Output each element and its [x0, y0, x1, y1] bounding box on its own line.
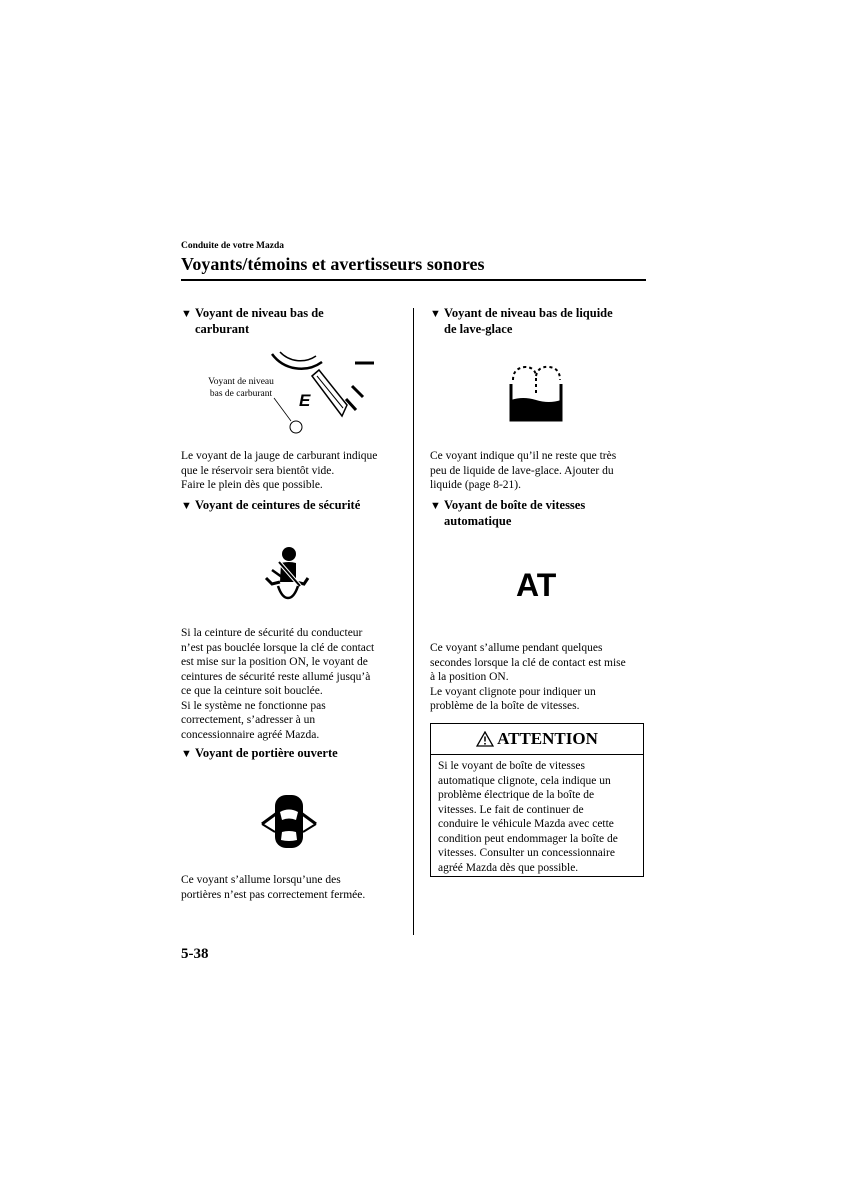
gauge-empty-letter: E	[299, 391, 311, 410]
fuel-callout-leader	[262, 396, 302, 426]
gauge-arc-inner	[280, 352, 316, 361]
washer-fluid-icon	[505, 362, 565, 424]
gauge-needle-centerline	[317, 376, 343, 408]
attention-header	[431, 724, 643, 755]
door-open-icon	[258, 792, 320, 850]
washer-warning-heading: ▼ Voyant de niveau bas de liquide de lave-glace	[430, 306, 613, 336]
title-rule	[181, 279, 646, 281]
washer-warning-text: Ce voyant indique qu’il ne reste que très peu de liquide de lave-glace. Ajouter du liquide (page 8-21).	[430, 450, 617, 491]
triangle-bullet-icon: ▼	[181, 500, 192, 512]
attention-text: Si le voyant de boîte de vitesses automatique clignote, cela indique un problème électrique de la boîte de vitesses. Le fait de continuer de conduire le véhicule Mazda avec cette condition peut endommager la boîte de vitesses. Consulter un concessionnaire agréé Mazda dès que possible.	[438, 760, 618, 874]
section-label: Conduite de votre Mazda	[181, 241, 284, 251]
triangle-bullet-icon: ▼	[181, 308, 192, 320]
transmission-warning-heading: ▼ Voyant de boîte de vitesses automatique	[430, 498, 586, 528]
seatbelt-icon	[262, 544, 312, 600]
seatbelt-warning-heading: ▼ Voyant de ceintures de sécurité	[181, 498, 361, 512]
page-number: 5-38	[181, 946, 209, 962]
column-divider	[413, 308, 414, 935]
door-warning-heading: ▼ Voyant de portière ouverte	[181, 746, 338, 760]
attention-title: ATTENTION	[497, 729, 598, 748]
page-title: Voyants/témoins et avertisseurs sonores	[181, 254, 485, 274]
warning-triangle-icon	[476, 731, 494, 747]
at-indicator-icon: AT	[516, 567, 557, 603]
triangle-bullet-icon: ▼	[430, 500, 441, 512]
seatbelt-warning-text: Si la ceinture de sécurité du conducteur n’est pas bouclée lorsque la clé de contact est mise sur la position ON, le voyant de ceintures de sécurité reste allumé jusqu’à ce que la ceinture soit bouclée. Si le système ne fonctionne pas correctement, s’adresser à un concessionnaire agréé Mazda.	[181, 627, 375, 741]
fuel-callout-label: Voyant de niveau bas de carburant	[208, 377, 274, 399]
fuel-warning-text: Le voyant de la jauge de carburant indique que le réservoir sera bientôt vide. Faire le plein dès que possible.	[181, 450, 378, 491]
fuel-warning-heading: ▼ Voyant de niveau bas de carburant	[181, 306, 324, 336]
triangle-bullet-icon: ▼	[181, 748, 192, 760]
triangle-bullet-icon: ▼	[430, 308, 441, 320]
gauge-tick-mid	[352, 386, 363, 397]
door-warning-text: Ce voyant s’allume lorsqu’une des portières n’est pas correctement fermée.	[181, 874, 366, 901]
attention-box	[430, 723, 644, 877]
transmission-warning-text: Ce voyant s’allume pendant quelques secondes lorsque la clé de contact est mise à la position ON. Le voyant clignote pour indiquer un problème de la boîte de vitesses.	[430, 642, 626, 712]
